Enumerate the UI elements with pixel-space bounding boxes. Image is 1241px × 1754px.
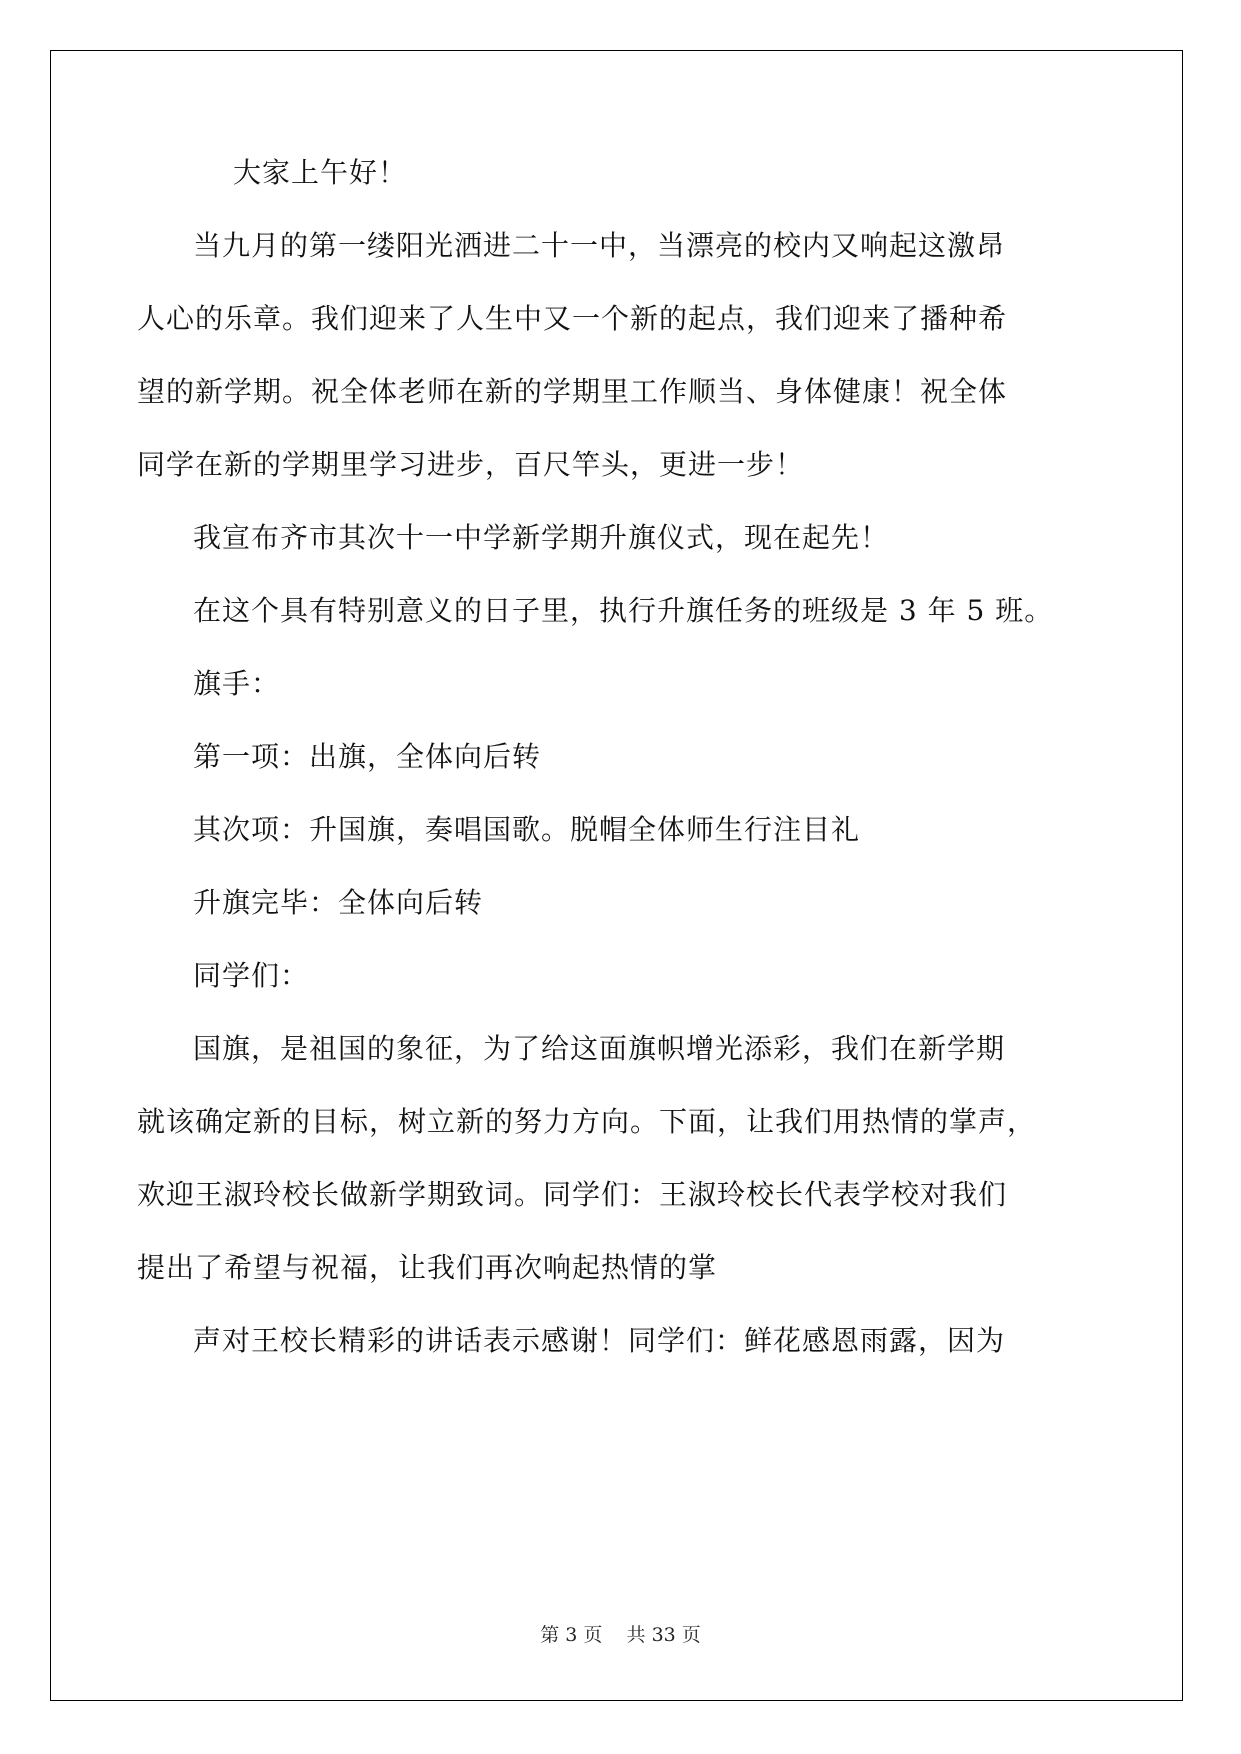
page-number: 第 3 页 xyxy=(540,1624,603,1646)
students-address-line: 同学们： xyxy=(193,959,310,992)
paragraph-2-line-3: 欢迎王淑玲校长做新学期致词。同学们：王淑玲校长代表学校对我们 xyxy=(137,1178,1008,1211)
paragraph-1-line-4: 同学在新的学期里学习进步，百尺竿头，更进一步！ xyxy=(137,448,805,481)
page-footer xyxy=(0,1620,1241,1647)
paragraph-1-line-3: 望的新学期。祝全体老师在新的学期里工作顺当、身体健康！祝全体 xyxy=(137,375,1008,408)
paragraph-2-line-2: 就该确定新的目标，树立新的努力方向。下面，让我们用热情的掌声， xyxy=(137,1105,1037,1138)
paragraph-2-line-1: 国旗，是祖国的象征，为了给这面旗帜增光添彩，我们在新学期 xyxy=(193,1032,1006,1065)
greeting-line: 大家上午好！ xyxy=(233,156,408,189)
flag-bearer-line: 旗手： xyxy=(193,667,281,700)
paragraph-3-line-1: 声对王校长精彩的讲话表示感谢！同学们：鲜花感恩雨露，因为 xyxy=(193,1324,1006,1357)
item-2-line: 其次项：升国旗，奏唱国歌。脱帽全体师生行注目礼 xyxy=(193,813,861,846)
class-line: 在这个具有特别意义的日子里，执行升旗任务的班级是 3 年 5 班。 xyxy=(193,594,1054,627)
paragraph-1-line-1: 当九月的第一缕阳光洒进二十一中，当漂亮的校内又响起这激昂 xyxy=(193,229,1006,262)
announcement-line: 我宣布齐市其次十一中学新学期升旗仪式，现在起先！ xyxy=(193,521,890,554)
paragraph-1-line-2: 人心的乐章。我们迎来了人生中又一个新的起点，我们迎来了播种希 xyxy=(137,302,1008,335)
paragraph-2-line-4: 提出了希望与祝福，让我们再次响起热情的掌 xyxy=(137,1251,718,1284)
item-1-line: 第一项：出旗，全体向后转 xyxy=(193,740,542,773)
page-total: 共 33 页 xyxy=(626,1624,701,1646)
page-border xyxy=(50,50,1183,1701)
item-3-line: 升旗完毕：全体向后转 xyxy=(193,886,484,919)
